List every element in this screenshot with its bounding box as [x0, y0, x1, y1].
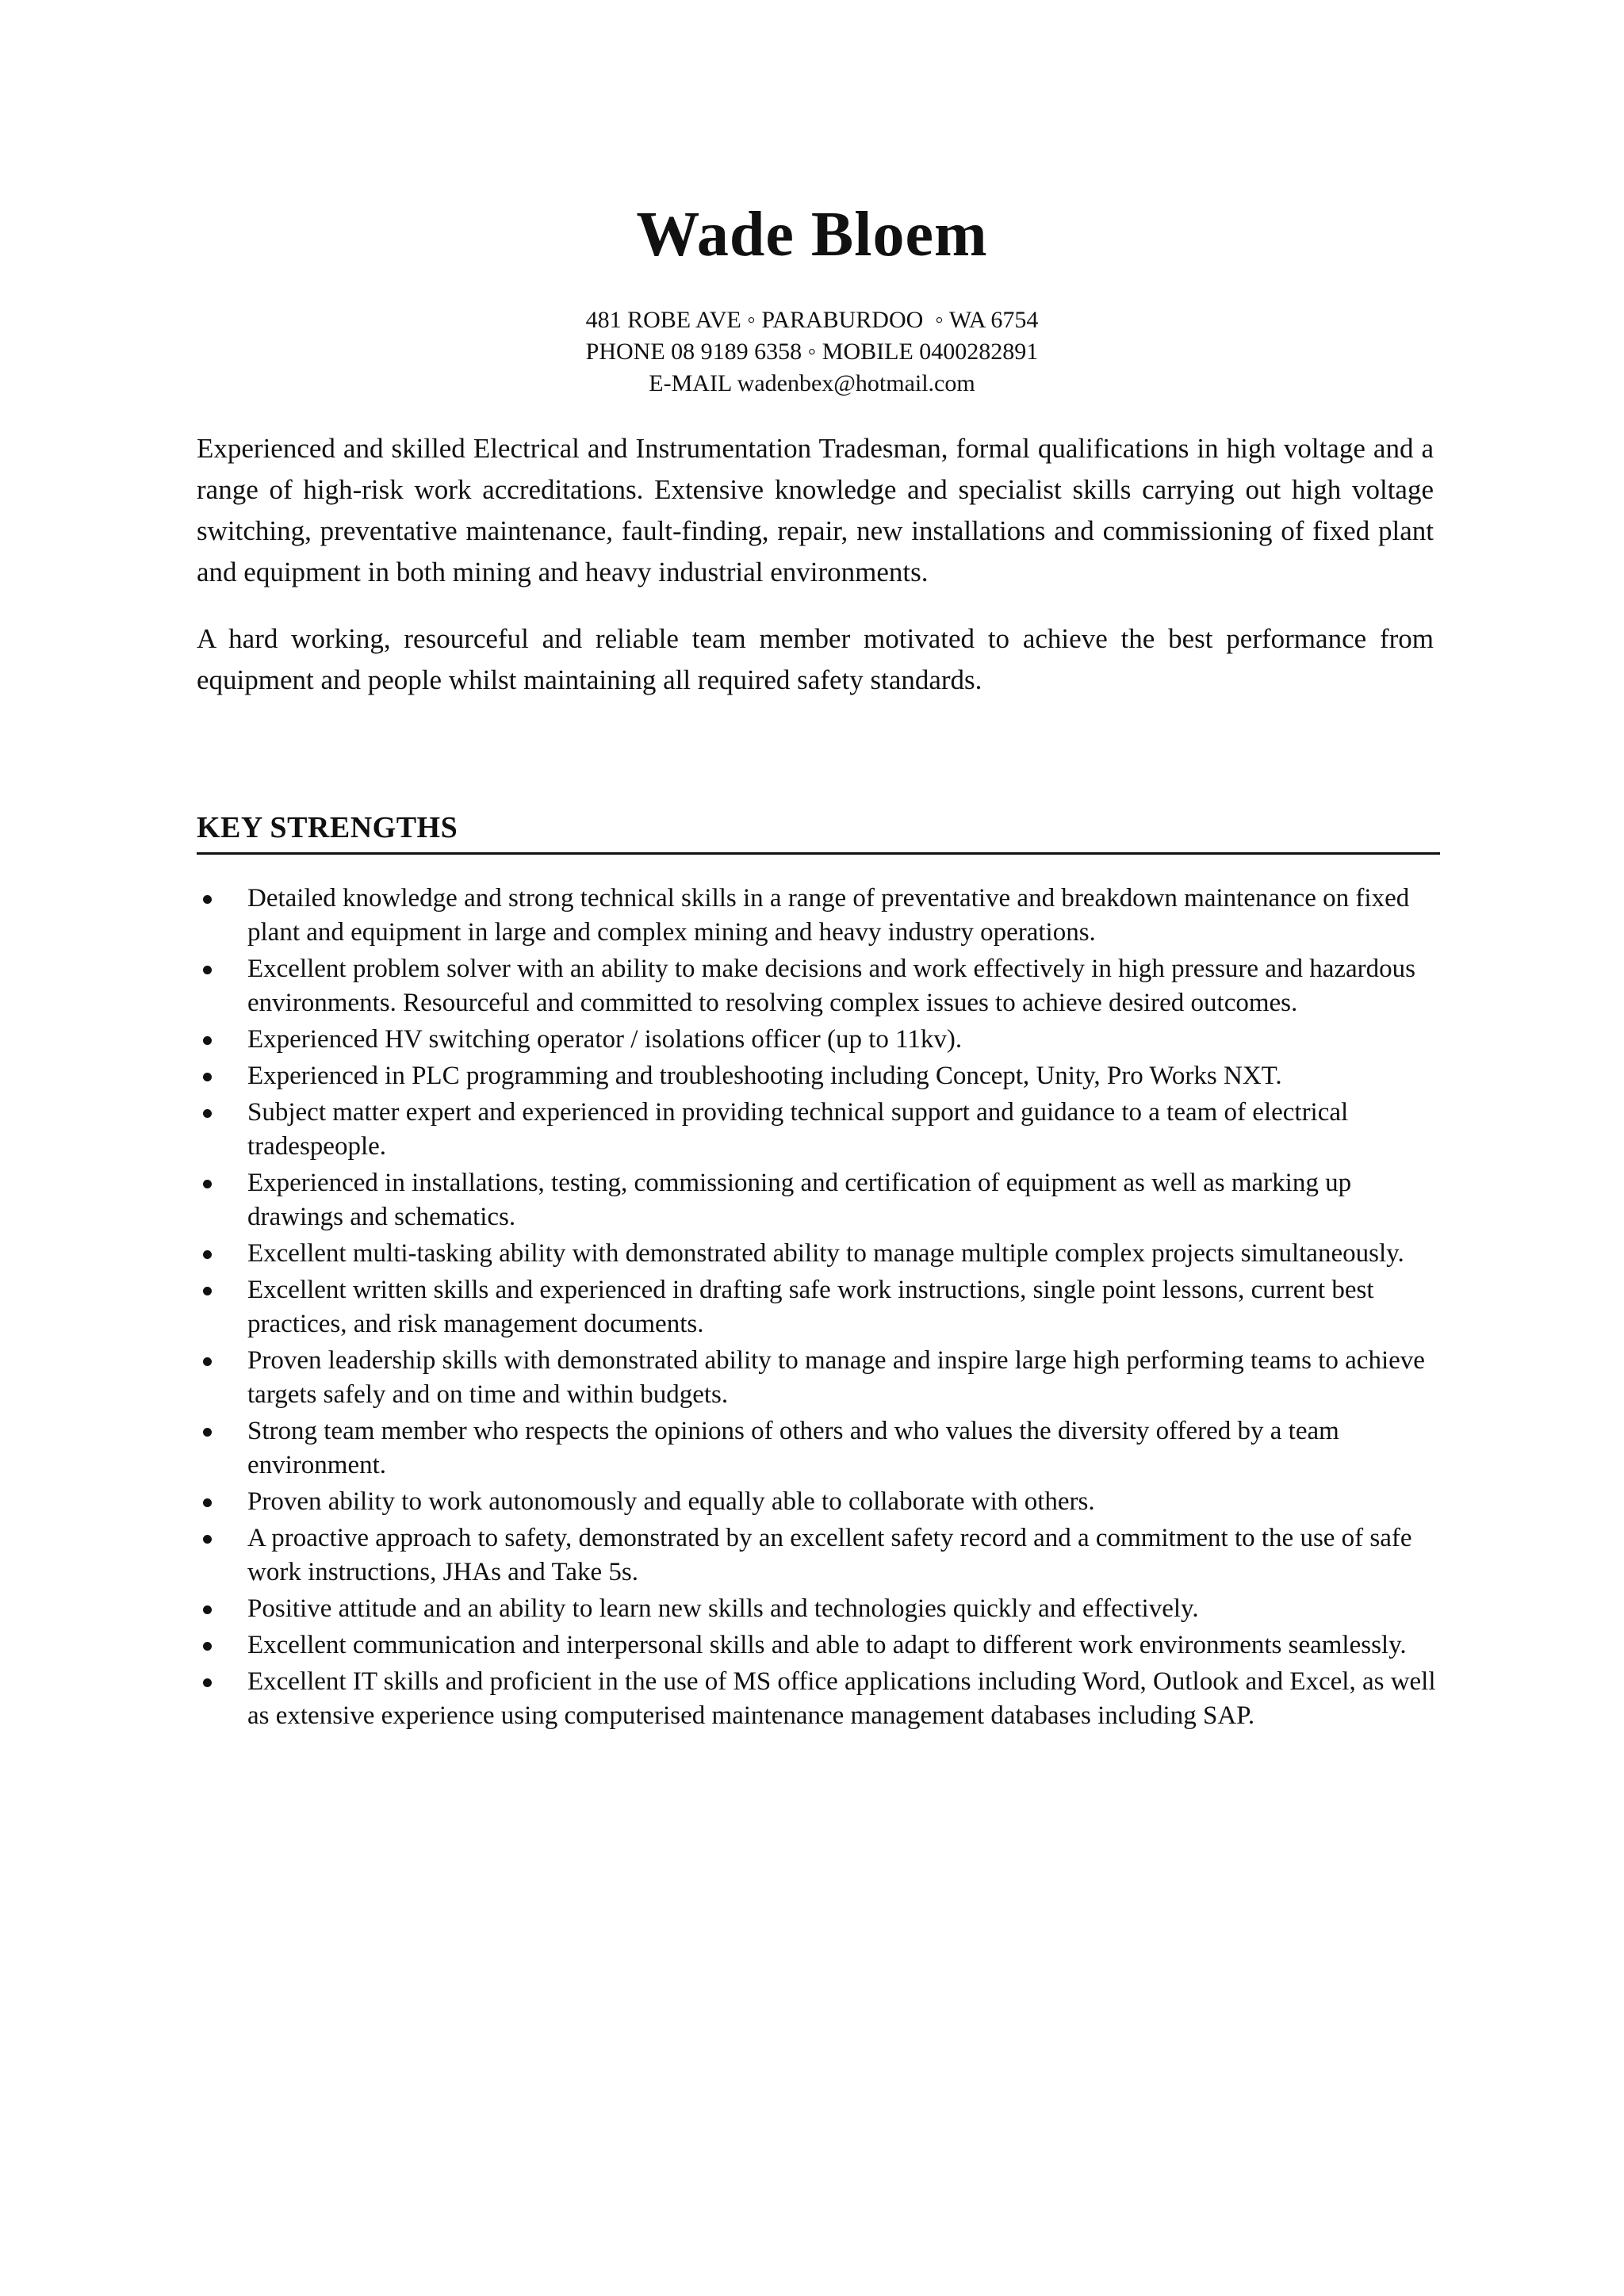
list-item-text: Excellent IT skills and proficient in the use of MS office applications including Word, Outlook and Excel, as well as extensive experience using computerised maintenance management databases including SAP. — [247, 1667, 1436, 1730]
list-item — [197, 1521, 1450, 1590]
bullet-icon — [203, 1678, 212, 1687]
bullet-icon — [203, 1109, 212, 1118]
list-item-text: Experienced in PLC programming and troubleshooting including Concept, Unity, Pro Works NXT. — [247, 1062, 1282, 1090]
bullet-icon — [203, 895, 212, 904]
phone-line: PHONE 08 9189 6358 ◦ MOBILE 0400282891 — [585, 339, 1039, 365]
bullet-icon — [203, 966, 212, 974]
list-item — [197, 1344, 1450, 1412]
bullet-icon — [203, 1605, 212, 1614]
list-item-text: Experienced HV switching operator / isolations officer (up to 11kv). — [247, 1025, 963, 1054]
key-strengths-list — [197, 882, 1450, 1735]
summary-paragraph-1: Experienced and skilled Electrical and Instrumentation Tradesman, formal qualifications in high voltage and a range of high-risk work accreditations. Extensive knowledge and specialist skills carrying out high voltage switching, preventative maintenance, fault-finding, repair, new installations and commissioning of fixed plant and equipment in both mining and heavy industrial environments. — [197, 433, 1434, 587]
bullet-icon — [203, 1287, 212, 1295]
list-item — [197, 1485, 1450, 1519]
section-divider — [197, 852, 1440, 855]
bullet-icon — [203, 1498, 212, 1507]
bullet-icon — [203, 1250, 212, 1259]
list-item-text: Positive attitude and an ability to learn new skills and technologies quickly and effectively. — [247, 1594, 1199, 1623]
list-item-text: Excellent written skills and experienced in drafting safe work instructions, single point lessons, current best practices, and risk management documents. — [247, 1276, 1374, 1338]
list-item-text: Subject matter expert and experienced in providing technical support and guidance to a team of electrical tradespeople. — [247, 1098, 1349, 1161]
bullet-icon — [203, 1036, 212, 1045]
list-item — [197, 1414, 1450, 1483]
bullet-icon — [203, 1535, 212, 1544]
list-item-text: Proven ability to work autonomously and equally able to collaborate with others. — [247, 1487, 1095, 1516]
bullet-icon — [203, 1180, 212, 1188]
candidate-name: Wade Bloem — [636, 200, 988, 270]
bullet-icon — [203, 1642, 212, 1651]
list-item — [197, 1023, 1450, 1057]
list-item — [197, 1592, 1450, 1626]
address-line: 481 ROBE AVE ◦ PARABURDOO ◦ WA 6754 — [585, 307, 1039, 333]
list-item — [197, 1059, 1450, 1093]
list-item — [197, 1628, 1450, 1663]
list-item-text: A proactive approach to safety, demonstrated by an excellent safety record and a commitment to the use of safe work instructions, JHAs and Take 5s. — [247, 1524, 1412, 1586]
email-line: E-MAIL wadenbex@hotmail.com — [649, 370, 975, 396]
list-item-text: Excellent multi-tasking ability with demonstrated ability to manage multiple complex projects simultaneously. — [247, 1239, 1404, 1268]
list-item-text: Proven leadership skills with demonstrated ability to manage and inspire large high performing teams to achieve targets safely and on time and within budgets. — [247, 1346, 1425, 1409]
list-item — [197, 1166, 1450, 1234]
list-item — [197, 882, 1450, 950]
list-item-text: Excellent communication and interpersonal skills and able to adapt to different work environments seamlessly. — [247, 1631, 1407, 1659]
key-strengths-heading: KEY STRENGTHS — [197, 811, 458, 844]
list-item-text: Detailed knowledge and strong technical skills in a range of preventative and breakdown maintenance on fixed plant and equipment in large and complex mining and heavy industry operations. — [247, 884, 1410, 947]
list-item — [197, 1273, 1450, 1341]
list-item — [197, 1096, 1450, 1164]
list-item — [197, 1237, 1450, 1271]
list-item-text: Strong team member who respects the opinions of others and who values the diversity offered by a team environment. — [247, 1417, 1339, 1479]
bullet-icon — [203, 1073, 212, 1081]
bullet-icon — [203, 1428, 212, 1437]
bullet-icon — [203, 1357, 212, 1366]
list-item — [197, 1665, 1450, 1733]
contact-block — [0, 304, 1624, 400]
list-item-text: Excellent problem solver with an ability to make decisions and work effectively in high pressure and hazardous environments. Resourceful and committed to resolving complex issues to achieve desired outcomes. — [247, 955, 1415, 1017]
summary-paragraph-2: A hard working, resourceful and reliable team member motivated to achieve the best performance from equipment and people whilst maintaining all required safety standards. — [197, 623, 1434, 695]
list-item — [197, 952, 1450, 1020]
list-item-text: Experienced in installations, testing, commissioning and certification of equipment as well as marking up drawings and schematics. — [247, 1169, 1352, 1231]
